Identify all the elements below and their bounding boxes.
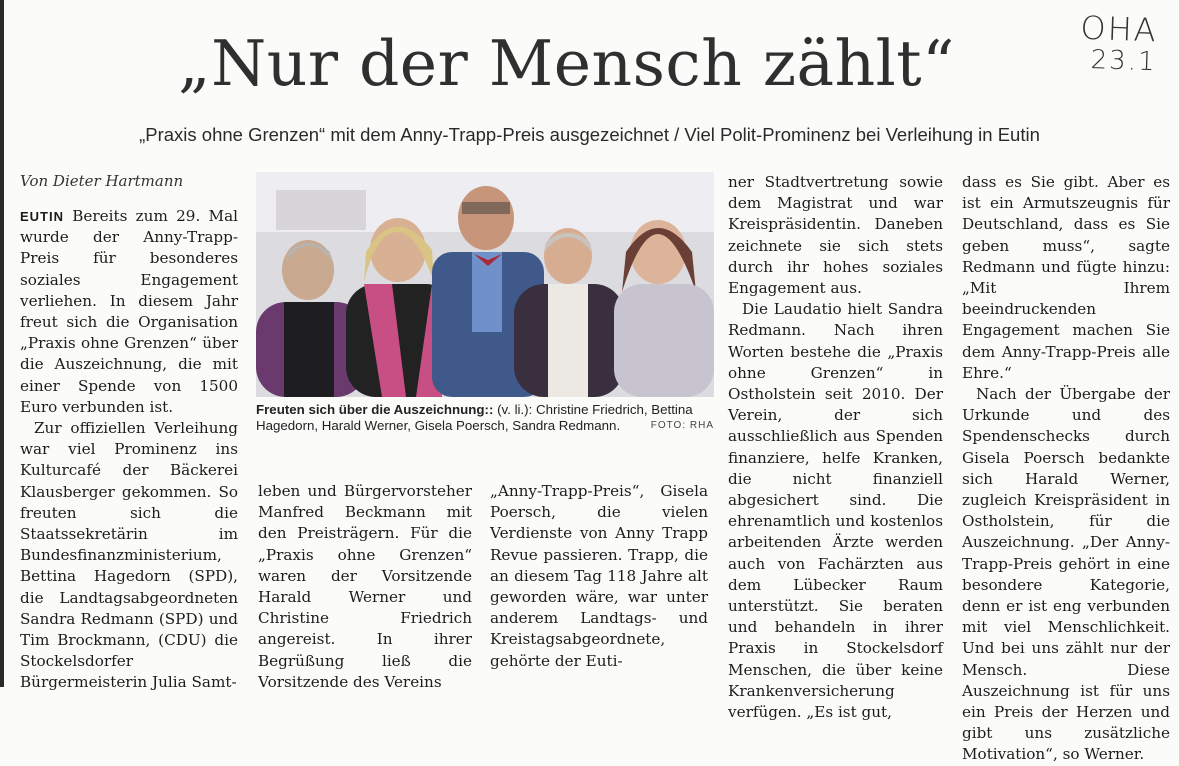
- article-column-2: [258, 481, 472, 693]
- byline: Von Dieter Hartmann: [20, 172, 184, 190]
- article-column-3: [490, 481, 708, 672]
- handwritten-note: [1079, 8, 1159, 78]
- article-photo: [256, 172, 714, 397]
- column-5-paragraph-2: Nach der Übergabe der Urkunde und des Spendenschecks durch Gisela Poersch bedankte sich Harald Werner, zugleich Kreispräsident in Ostholstein, für die Auszeichnung. „Der Anny-Trapp-Preis gehört in eine besondere Kategorie, denn er ist eng verbunden mit viel Menschlichkeit. Und bei uns zählt nur der Mensch. Diese Auszeichnung ist für uns ein Preis der Herzen und gibt uns zusätzliche Motivation“, so Werner.: [962, 385, 1170, 764]
- column-5-paragraph-1: dass es Sie gibt. Aber es ist ein Armutszeugnis für Deutschland, dass es Sie geben muss“, sagte Redmann und fügte hinzu: „Mit Ihrem beeindruckenden Engagement machen Sie dem Anny-Trapp-Preis alle Ehre.“: [962, 173, 1170, 382]
- column-2-paragraph: leben und Bürgervorsteher Manfred Beckmann mit den Preisträgern. Für die „Praxis ohne Grenzen“ waren der Vorsitzende Harald Werner und Christine Friedrich angereist. In ihrer Begrüßung ließ die Vorsitzende des Vereins: [258, 482, 472, 691]
- handwritten-note-source: OHA: [1079, 8, 1159, 50]
- column-4-paragraph-2: Die Laudatio hielt Sandra Redmann. Nach ihren Worten bestehe die „Praxis ohne Grenzen“ in Ostholstein seit 2010. Der Verein, der sich ausschließlich aus Spenden finanziere, helfe Kranken, die nicht finanziell abgesichert sind. Die ehrenamtlich und kostenlos arbeitenden Ärzte werden auch von Fachärzten aus dem Lübecker Raum unterstützt. Sie beraten und behandeln in ihrer Praxis in Stockelsdorf Menschen, die über keine Krankenversicherung verfügen. „Es ist gut,: [728, 300, 943, 722]
- column-3-paragraph: „Anny-Trapp-Preis“, Gisela Poersch, die vielen Verdienste von Anny Trapp Revue passieren. Trapp, die an diesem Tag 118 Jahre alt geworden wäre, war unter anderem Landtags- und Kreistagsabgeordnete, gehörte der Euti-: [490, 482, 708, 670]
- column-1-paragraph-2: Zur offiziellen Verleihung war viel Prominenz ins Kulturcafé der Bäckerei Klausberger gekommen. So freuten sich die Staatssekretärin im Bundesfinanzministerium, Bettina Hagedorn (SPD), die Landtagsabgeordneten Sandra Redmann (SPD) und Tim Brockmann, (CDU) die Stockelsdorfer Bürgermeisterin Julia Samt-: [20, 419, 238, 692]
- page-edge-rule: [0, 0, 4, 687]
- caption-lead: Freuten sich über die Auszeichnung::: [256, 402, 494, 417]
- caption-text: (v. li.): Christine Friedrich, Bettina Hagedorn, Harald Werner, Gisela Poersch, Sandra Redmann.: [256, 402, 693, 433]
- dateline-city: EUTIN: [20, 209, 64, 224]
- handwritten-note-date: 23.1: [1089, 45, 1157, 78]
- article-column-1: [20, 206, 238, 694]
- article-subheadline: „Praxis ohne Grenzen“ mit dem Anny-Trapp-Preis ausgezeichnet / Viel Polit-Prominenz bei Verleihung in Eutin: [139, 124, 1040, 145]
- column-4-paragraph-1: ner Stadtvertretung sowie dem Magistrat und war Kreispräsidentin. Daneben zeichnete sie sich stets durch ihr hohes soziales Engagement aus.: [728, 173, 943, 298]
- article-headline: „Nur der Mensch zählt“: [178, 27, 955, 100]
- article-column-4: [728, 172, 943, 723]
- photo-credit: FOTO: RHA: [650, 420, 714, 431]
- column-1-paragraph-1: Bereits zum 29. Mal wurde der Anny-Trapp-Preis für besonderes soziales Engagement verliehen. In diesem Jahr freut sich die Organisation „Praxis ohne Grenzen“ über die Auszeichnung, die mit einer Spende von 1500 Euro verbunden ist.: [20, 207, 239, 416]
- article-column-5: [962, 172, 1170, 766]
- photo-caption: [256, 402, 714, 434]
- group-photo-illustration: [256, 172, 714, 397]
